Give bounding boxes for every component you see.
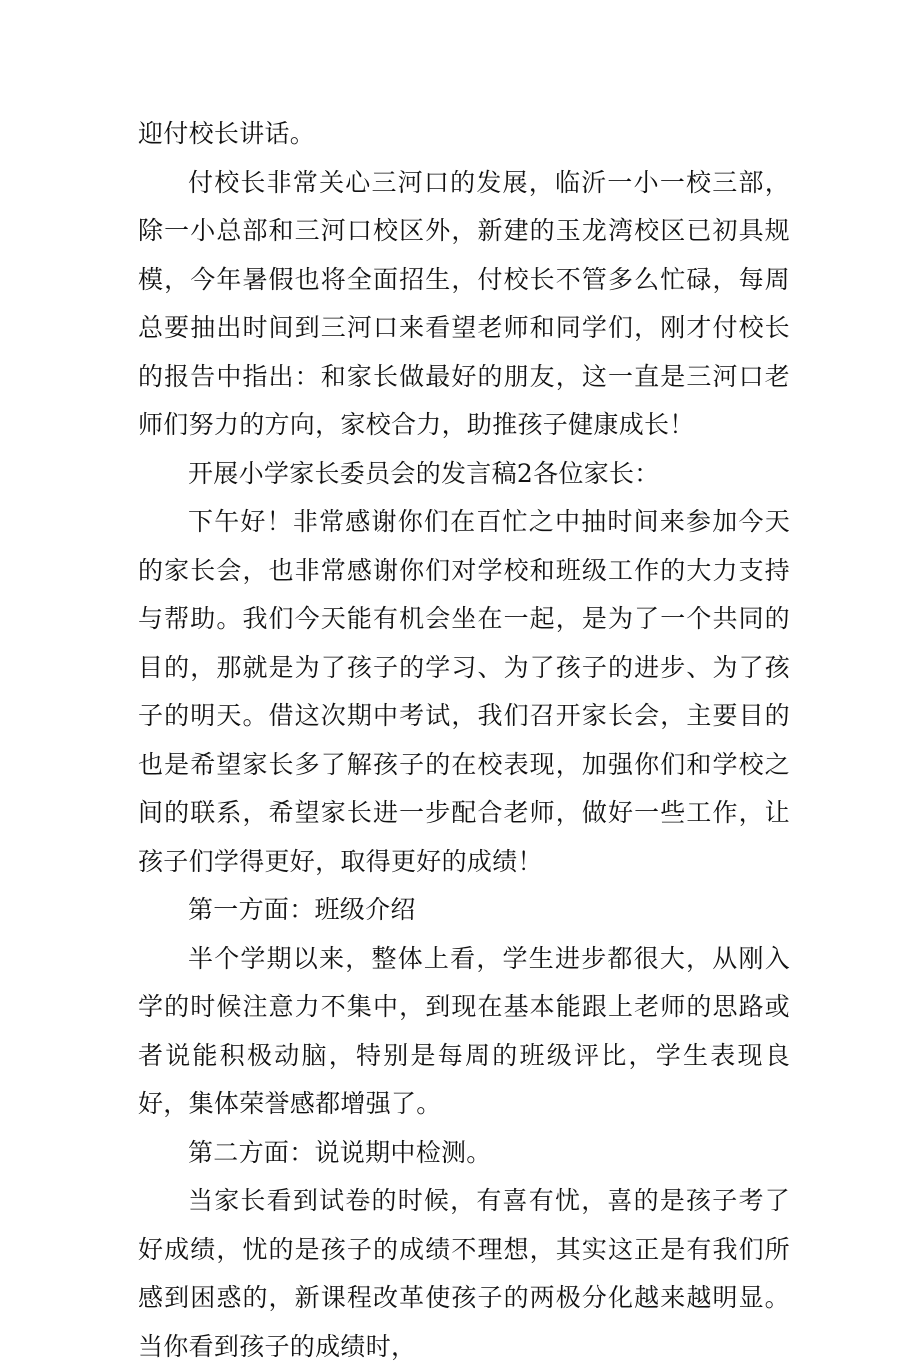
paragraph-1: 迎付校长讲话。 [138, 119, 316, 148]
paragraph-6: 半个学期以来，整体上看，学生进步都很大，从刚入学的时候注意力不集中，到现在基本能跟上老师的思路或者说能积极动脑，特别是每周的班级评比，学生表现良好，集体荣誉感都增强了。 [138, 943, 790, 1118]
paragraph-8: 当家长看到试卷的时候，有喜有忧，喜的是孩子考了好成绩，忧的是孩子的成绩不理想，其实这正是有我们所感到困惑的，新课程改革使孩子的两极分化越来越明显。当你看到孩子的成绩时， [138, 1186, 790, 1361]
paragraph-2: 付校长非常关心三河口的发展，临沂一小一校三部，除一小总部和三河口校区外，新建的玉龙湾校区已初具规模，今年暑假也将全面招生，付校长不管多么忙碌，每周总要抽出时间到三河口来看望老师和同学们，刚才付校长的报告中指出：和家长做最好的朋友，这一直是三河口老师们努力的方向，家校合力，助推孩子健康成长！ [138, 167, 790, 439]
section-heading-class-intro: 第一方面：班级介绍 [188, 895, 416, 924]
document-body [138, 110, 790, 1371]
paragraph-4: 下午好！非常感谢你们在百忙之中抽时间来参加今天的家长会，也非常感谢你们对学校和班级工作的大力支持与帮助。我们今天能有机会坐在一起，是为了一个共同的目的，那就是为了孩子的学习、为了孩子的进步、为了孩子的明天。借这次期中考试，我们召开家长会，主要目的也是希望家长多了解孩子的在校表现，加强你们和学校之间的联系，希望家长进一步配合老师，做好一些工作，让孩子们学得更好，取得更好的成绩！ [138, 507, 790, 876]
paragraph-3-heading: 开展小学家长委员会的发言稿2各位家长： [188, 458, 660, 488]
section-heading-midterm: 第二方面：说说期中检测。 [188, 1137, 492, 1167]
